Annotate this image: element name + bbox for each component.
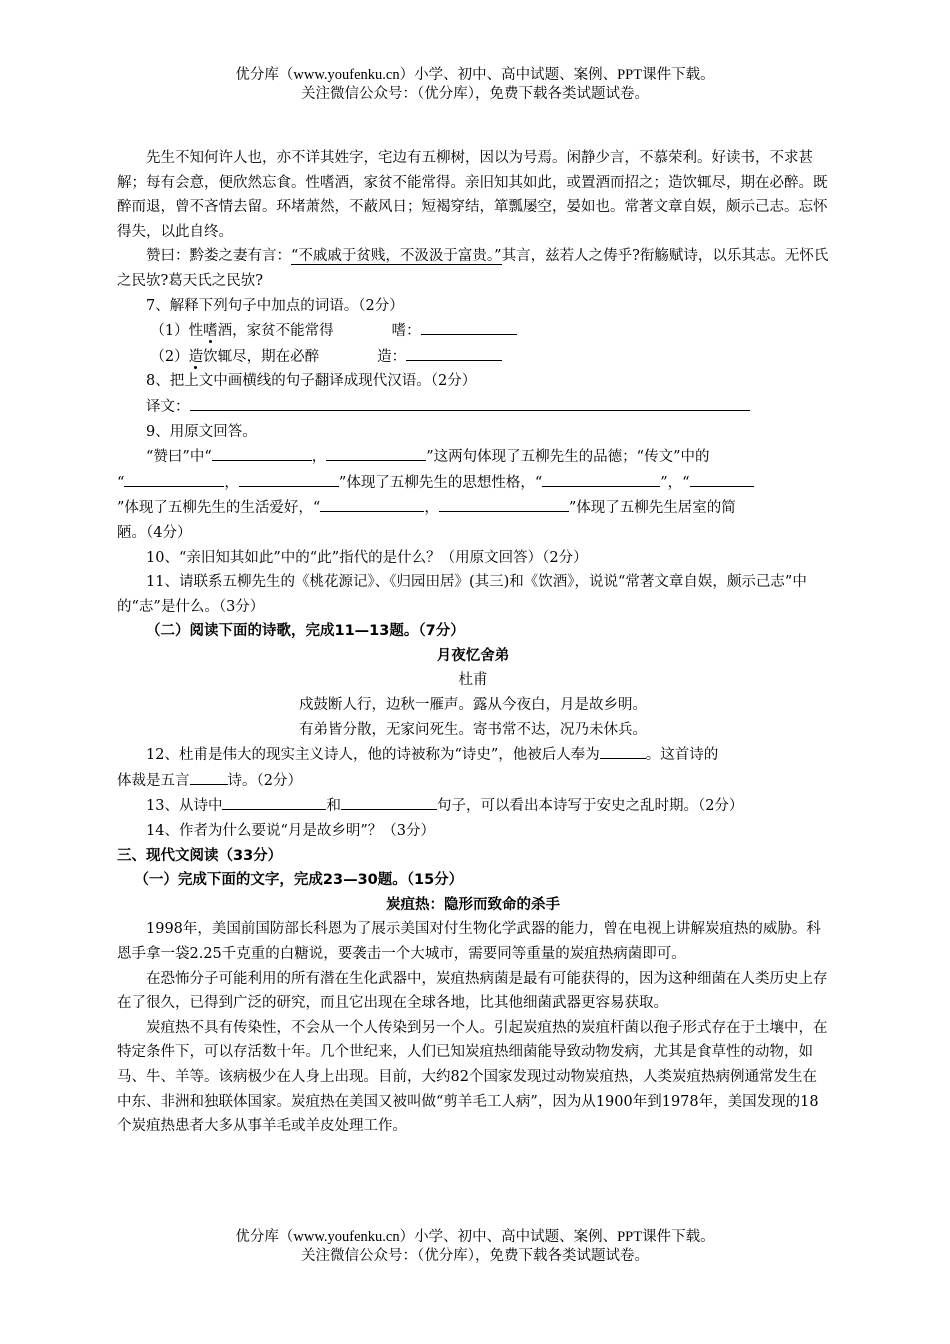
q9-l1-text-c: ”这两句体现了五柳先生的品德；“传文”中的 xyxy=(426,449,710,466)
q7-2-dotted-word: 造 xyxy=(188,348,204,365)
q7-1-dotted-word: 嗜 xyxy=(203,323,218,340)
question-8-answer xyxy=(117,394,829,420)
q9-blank-7[interactable] xyxy=(320,495,424,512)
q9-l3-text-b: ， xyxy=(424,500,439,517)
question-9-line-3 xyxy=(117,495,829,521)
q9-blank-8[interactable] xyxy=(439,495,569,512)
article-title: 炭疽热：隐形而致命的杀手 xyxy=(386,896,560,913)
passage-paragraph-2 xyxy=(117,244,829,293)
q13-blank-1[interactable] xyxy=(222,793,326,810)
q8-answer-blank[interactable] xyxy=(190,394,750,411)
poem-author: 杜甫 xyxy=(458,672,488,689)
question-14: 14、作者为什么要说“月是故乡明”？（3分） xyxy=(146,823,436,840)
q9-blank-4[interactable] xyxy=(239,470,339,487)
q12-blank-2[interactable] xyxy=(190,768,228,785)
modern-sub-heading: （一）完成下面的文字，完成23—30题。（15分） xyxy=(134,872,464,889)
q12-text-b: 。这首诗的 xyxy=(645,747,719,764)
q9-blank-1[interactable] xyxy=(212,444,312,461)
footer-line-2: 关注微信公众号：（优分库），免费下载各类试题试卷。 xyxy=(301,1248,649,1264)
question-13 xyxy=(117,793,829,819)
q12-text-d: 诗。（2分） xyxy=(227,772,302,789)
page-header xyxy=(0,66,950,104)
poem-title: 月夜忆舍弟 xyxy=(436,647,510,664)
poem-section-heading: （二）阅读下面的诗歌，完成11—13题。（7分） xyxy=(146,623,465,640)
q9-l1-text-a: “赞曰”中“ xyxy=(146,449,212,466)
poem-line-2: 有弟皆分散，无家问死生。寄书常不达，况乃未休兵。 xyxy=(299,721,647,738)
question-7-item-2 xyxy=(117,344,829,370)
article-paragraph-1: 1998年，美国前国防部长科恩为了展示美国对付生物化学武器的能力，曾在电视上讲解炭疽热的威胁。科恩手拿一袋2.25千克重的白糖说，要袭击一个大城市，需要同等重量的炭疽热病菌即可。 xyxy=(117,921,821,962)
q13-blank-2[interactable] xyxy=(341,793,437,810)
underlined-quote: “不戚戚于贫贱，不汲汲于富贵。” xyxy=(291,248,502,265)
q7-1-answer-blank[interactable] xyxy=(421,318,517,335)
page-footer xyxy=(0,1228,950,1266)
q9-l1-text-b: ， xyxy=(311,449,327,466)
question-9-line-2 xyxy=(117,470,829,496)
q9-l3-text-c: ”体现了五柳先生居室的简 xyxy=(568,500,736,517)
q9-l2-text-b: ， xyxy=(224,474,239,491)
passage-paragraph-1: 先生不知何许人也，亦不详其姓字，宅边有五柳树，因以为号焉。闲静少言，不慕荣利。好读书，不求甚解；每有会意，便欣然忘食。性嗜酒，家贫不能常得。亲旧知其如此，或置酒而招之；造饮辄尽，期在必醉。既醉而退，曾不吝情去留。环堵萧然，不蔽风日；短褐穿结，箪瓢屡空，晏如也。常著文章自娱，颇示己志。忘怀得失，以此自终。 xyxy=(117,150,828,240)
question-7: 7、解释下列句子中加点的词语。（2分） xyxy=(146,297,404,314)
question-11: 11、请联系五柳先生的《桃花源记》、《归园田居》(其三)和《饮酒》，说说“常著文章自娱，颇示己志”中的“志”是什么。（3分） xyxy=(117,574,807,615)
q12-text-c: 体裁是五言 xyxy=(117,772,190,789)
header-line-2: 关注微信公众号：（优分库），免费下载各类试题试卷。 xyxy=(301,86,649,102)
header-line-1: 优分库（www.youfenku.cn）小学、初中、高中试题、案例、PPT课件下载。 xyxy=(235,67,715,83)
q9-blank-2[interactable] xyxy=(326,444,426,461)
q9-blank-5[interactable] xyxy=(542,470,660,487)
question-10: 10、“亲旧知其如此”中的“此”指代的是什么？（用原文回答）（2分） xyxy=(146,549,588,566)
q13-text-b: 和 xyxy=(326,798,341,815)
article-paragraph-3: 炭疽热不具有传染性，不会从一个人传染到另一个人。引起炭疽热的炭疽杆菌以孢子形式存在于土壤中，在特定条件下，可以存活数十年。几个世纪来，人们已知炭疽热细菌能导致动物发病，尤其是食草性的动物，如马、牛、羊等。该病极少在人身上出现。目前，大约82个国家发现过动物炭疽热，人类炭疽热病例通常发生在中东、非洲和独联体国家。炭疽热在美国又被叫做“剪羊毛工人病”，因为从1900年到1978年，美国发现的18个炭疽热患者大多从事羊毛或羊皮处理工作。 xyxy=(117,1019,828,1135)
question-9: 9、用原文回答。 xyxy=(146,423,257,440)
question-9-line-1 xyxy=(117,444,829,470)
question-8: 8、把上文中画横线的句子翻译成现代汉语。（2分） xyxy=(146,373,477,390)
q7-2-label: 造： xyxy=(377,348,407,365)
question-12 xyxy=(117,742,829,768)
q9-blank-6[interactable] xyxy=(690,470,754,487)
article-paragraph-2: 在恐怖分子可能利用的所有潜在生化武器中，炭疽热病菌是最有可能获得的，因为这种细菌在人类历史上存在了很久，已得到广泛的研究，而且它出现在全球各地，比其他细菌武器更容易获取。 xyxy=(117,970,828,1012)
q7-2-answer-blank[interactable] xyxy=(406,344,502,361)
q7-1-prefix: （1）性 xyxy=(150,323,204,340)
q9-blank-3[interactable] xyxy=(124,470,224,487)
q13-text-a: 13、从诗中 xyxy=(146,798,223,815)
q7-2-suffix: 饮辄尽，期在必醉 xyxy=(203,348,320,365)
q7-2-prefix: （2） xyxy=(150,348,189,365)
praise-rest: 其言，兹若人之俦乎?衔觞赋诗，以乐其志。无怀氏之民欤?葛天氏之民欤? xyxy=(117,248,829,289)
modern-section-heading: 三、现代文阅读（33分） xyxy=(117,847,283,864)
praise-intro: 赞曰：黔娄之妻有言： xyxy=(146,248,291,265)
q9-l2-text-d: ”，“ xyxy=(660,474,690,491)
q9-l2-text-a: “ xyxy=(117,474,125,491)
q12-text-a: 12、杜甫是伟大的现实主义诗人，他的诗被称为“诗史”，他被后人奉为 xyxy=(146,747,600,764)
q9-l2-text-c: ”体现了五柳先生的思想性格，“ xyxy=(338,474,543,491)
document-body xyxy=(117,146,829,1139)
question-12-line-2 xyxy=(117,768,829,794)
poem-line-1: 戍鼓断人行，边秋一雁声。露从今夜白，月是故乡明。 xyxy=(299,697,647,714)
q7-1-label: 嗜： xyxy=(391,323,421,340)
q7-1-suffix: 酒，家贫不能常得 xyxy=(217,323,334,340)
question-9-line-4: 陋。（4分） xyxy=(117,524,192,541)
footer-line-1: 优分库（www.youfenku.cn）小学、初中、高中试题、案例、PPT课件下载。 xyxy=(235,1229,715,1245)
q9-l3-text-a: ”体现了五柳先生的生活爱好，“ xyxy=(117,500,321,517)
q8-label: 译文： xyxy=(146,398,190,415)
q13-text-c: 句子，可以看出本诗写于安史之乱时期。（2分） xyxy=(436,798,744,815)
question-7-item-1 xyxy=(117,318,829,344)
q12-blank-1[interactable] xyxy=(600,742,646,759)
